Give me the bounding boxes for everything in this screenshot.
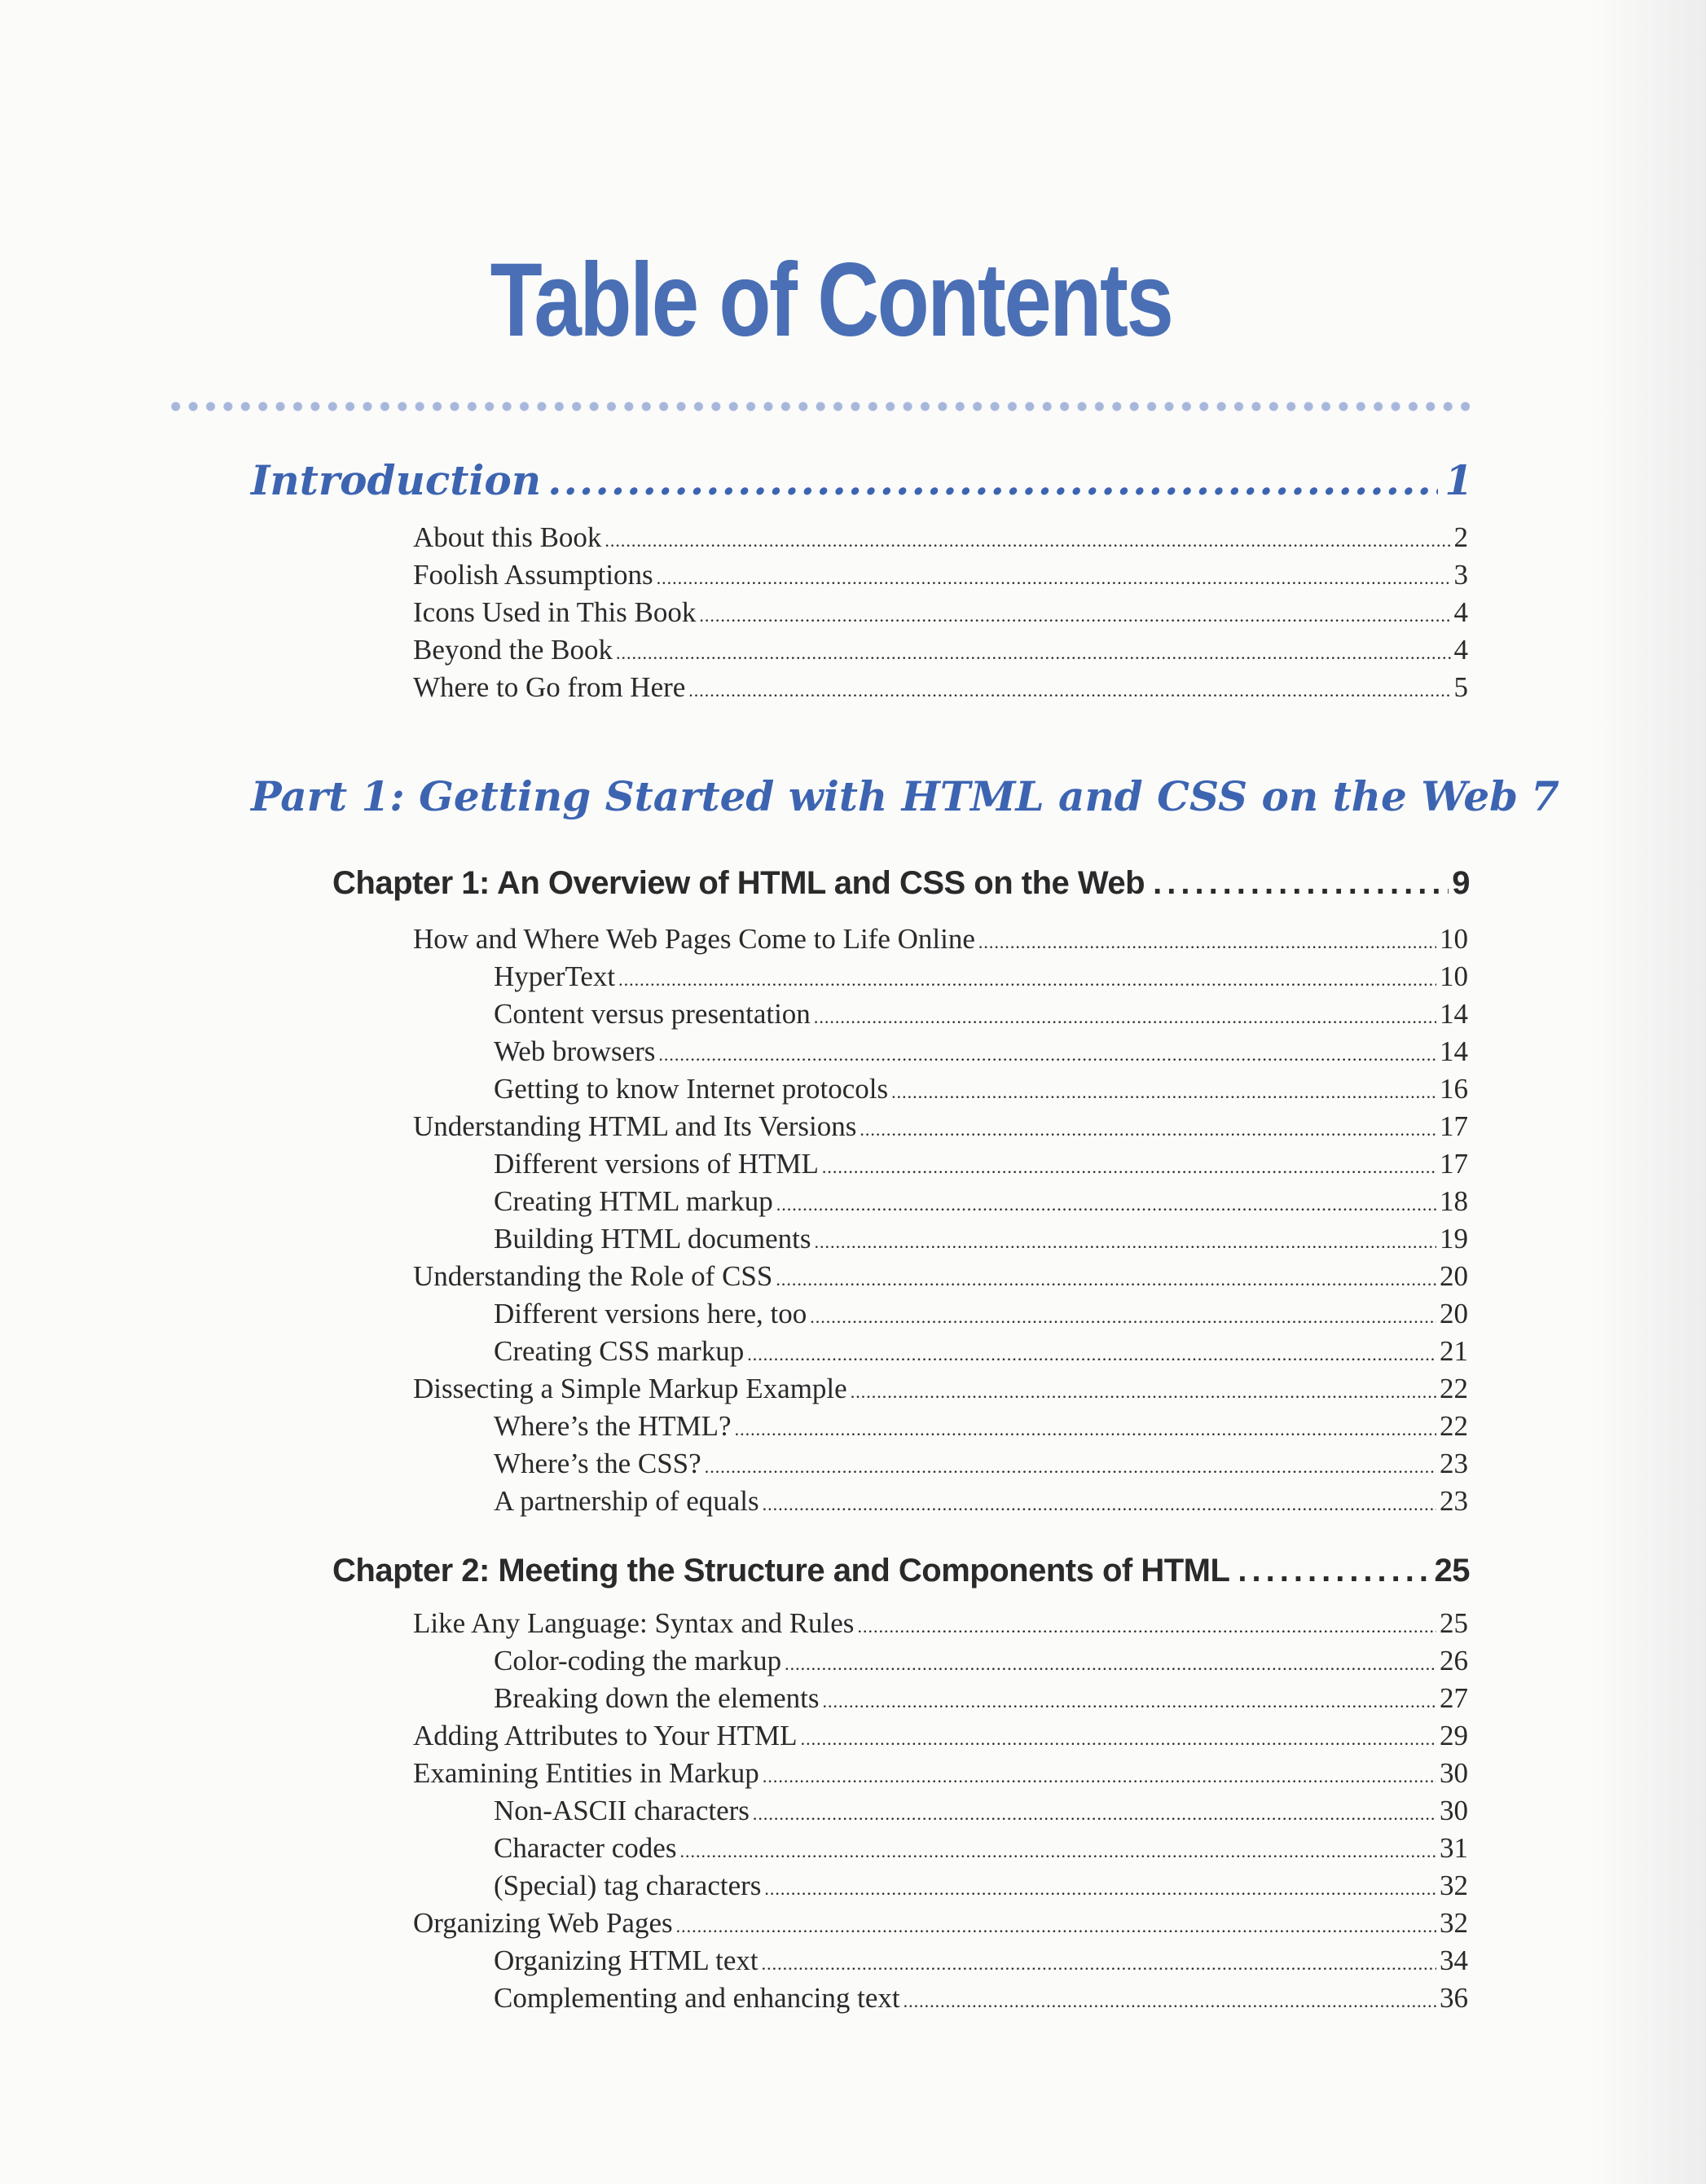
toc-page-number: 14 (1440, 1035, 1468, 1067)
toc-page-number: 34 (1440, 1945, 1468, 1976)
toc-label: Introduction (251, 456, 542, 504)
toc-label: Non-ASCII characters (494, 1795, 750, 1826)
toc-label: Like Any Language: Syntax and Rules (413, 1607, 855, 1639)
toc-leader (801, 1720, 1436, 1752)
toc-label: Color-coding the markup (494, 1645, 782, 1676)
toc-entry[interactable] (494, 1485, 1468, 1523)
toc-entry[interactable] (494, 1185, 1468, 1223)
toc-entry[interactable] (494, 1645, 1468, 1682)
toc-label: Where to Go from Here (413, 671, 686, 703)
toc-entry[interactable] (413, 1907, 1468, 1945)
toc-label: Part 1: Getting Started with HTML and CSS on the Web (251, 772, 1519, 820)
toc-leader (860, 1110, 1436, 1143)
toc-page-number: 23 (1440, 1448, 1468, 1479)
toc-entry[interactable] (494, 1832, 1468, 1870)
toc-label: Content versus presentation (494, 998, 811, 1030)
toc-leader (605, 521, 1450, 554)
toc-leader (618, 960, 1436, 993)
toc-page-number: 30 (1440, 1795, 1468, 1826)
toc-label: Creating CSS markup (494, 1335, 745, 1367)
toc-page-number: 4 (1453, 596, 1468, 628)
page-edge-shadow (1592, 0, 1706, 2184)
toc-entry[interactable] (413, 671, 1468, 709)
toc-label: Organizing HTML text (494, 1945, 758, 1976)
toc-page-number: 18 (1440, 1185, 1468, 1217)
toc-page-number: 23 (1440, 1485, 1468, 1517)
toc-entry[interactable] (413, 596, 1468, 634)
toc-page-number: 19 (1440, 1223, 1468, 1255)
toc-leader (699, 596, 1450, 629)
toc-leader (776, 1185, 1436, 1218)
toc-entry[interactable] (494, 1870, 1468, 1907)
toc-leader (815, 1223, 1436, 1255)
toc-page-number: 29 (1440, 1720, 1468, 1751)
toc-label: (Special) tag characters (494, 1870, 762, 1901)
toc-leader (851, 1373, 1436, 1405)
toc-page-number: 25 (1440, 1607, 1468, 1639)
toc-leader (785, 1645, 1436, 1677)
toc-leader (616, 634, 1451, 666)
toc-leader (547, 456, 1438, 504)
toc-leader (822, 1682, 1436, 1715)
toc-label: Dissecting a Simple Markup Example (413, 1373, 847, 1404)
toc-entry[interactable] (494, 1335, 1468, 1373)
toc-leader (891, 1073, 1436, 1105)
toc-entry[interactable] (413, 1260, 1468, 1298)
toc-page-number: 32 (1440, 1907, 1468, 1939)
toc-entry[interactable] (413, 559, 1468, 596)
toc-entry[interactable] (494, 1945, 1468, 1982)
toc-leader (810, 1298, 1436, 1330)
toc-label: About this Book (413, 521, 602, 553)
toc-entry[interactable] (494, 1148, 1468, 1185)
toc-page-number: 9 (1452, 865, 1470, 901)
toc-leader (904, 1982, 1436, 2015)
toc-entry[interactable] (413, 1720, 1468, 1757)
toc-entry[interactable] (413, 1110, 1468, 1148)
toc-part-1[interactable] (251, 772, 1559, 829)
toc-page-number: 7 (1531, 772, 1559, 820)
toc-label: Building HTML documents (494, 1223, 811, 1255)
toc-page-number: 27 (1440, 1682, 1468, 1714)
toc-page-number: 22 (1440, 1373, 1468, 1404)
toc-leader (763, 1757, 1436, 1790)
toc-label: Organizing Web Pages (413, 1907, 673, 1939)
toc-label: Beyond the Book (413, 634, 613, 666)
toc-label: Where’s the CSS? (494, 1448, 701, 1479)
toc-page-number: 21 (1440, 1335, 1468, 1367)
toc-entry[interactable] (413, 634, 1468, 671)
toc-page-number: 32 (1440, 1870, 1468, 1901)
toc-leader (735, 1410, 1436, 1443)
toc-leader (1238, 1553, 1431, 1589)
dotted-divider (167, 397, 1474, 416)
page-title: Table of Contents (490, 242, 1172, 358)
toc-entry[interactable] (494, 1795, 1468, 1832)
toc-label: Adding Attributes to Your HTML (413, 1720, 798, 1751)
toc-label: How and Where Web Pages Come to Life Online (413, 923, 975, 955)
toc-leader (679, 1832, 1436, 1865)
toc-leader (857, 1607, 1436, 1640)
toc-entry[interactable] (413, 923, 1468, 960)
toc-entry[interactable] (494, 1035, 1468, 1073)
toc-page-number: 20 (1440, 1298, 1468, 1329)
toc-entry[interactable] (494, 1448, 1468, 1485)
toc-leader (763, 1485, 1436, 1518)
toc-page-number: 4 (1453, 634, 1468, 666)
toc-label: Character codes (494, 1832, 677, 1864)
toc-page-number: 2 (1453, 521, 1468, 553)
toc-entry[interactable] (494, 1298, 1468, 1335)
toc-page-number: 14 (1440, 998, 1468, 1030)
toc-leader (753, 1795, 1436, 1827)
toc-leader (776, 1260, 1436, 1293)
toc-entry[interactable] (494, 1073, 1468, 1110)
toc-entry[interactable] (494, 1410, 1468, 1448)
toc-leader (676, 1907, 1436, 1940)
toc-entry[interactable] (413, 1607, 1468, 1645)
toc-leader (978, 923, 1436, 956)
toc-label: Web browsers (494, 1035, 656, 1067)
toc-label: Breaking down the elements (494, 1682, 820, 1714)
toc-page-number: 26 (1440, 1645, 1468, 1676)
toc-page-number: 1 (1444, 456, 1473, 504)
toc-entry[interactable] (494, 998, 1468, 1035)
toc-page-number: 22 (1440, 1410, 1468, 1442)
toc-label: Icons Used in This Book (413, 596, 697, 628)
toc-page-number: 30 (1440, 1757, 1468, 1789)
toc-page-number: 3 (1453, 559, 1468, 591)
toc-label: Understanding the Role of CSS (413, 1260, 773, 1292)
toc-leader (1153, 865, 1449, 902)
toc-label: Different versions of HTML (494, 1148, 819, 1180)
toc-page-number: 17 (1440, 1110, 1468, 1142)
toc-label: Different versions here, too (494, 1298, 807, 1329)
toc-entry[interactable] (413, 1373, 1468, 1410)
toc-leader (658, 1035, 1436, 1068)
toc-entry[interactable] (494, 1223, 1468, 1260)
toc-entry[interactable] (413, 1757, 1468, 1795)
toc-chapter-2[interactable] (332, 1553, 1470, 1598)
toc-label: Understanding HTML and Its Versions (413, 1110, 857, 1142)
toc-part-introduction[interactable] (251, 456, 1473, 513)
toc-label: Chapter 2: Meeting the Structure and Components of HTML (332, 1553, 1230, 1589)
toc-page-number: 36 (1440, 1982, 1468, 2014)
toc-leader (764, 1870, 1436, 1902)
toc-leader (747, 1335, 1436, 1368)
toc-page-number: 17 (1440, 1148, 1468, 1180)
toc-label: Getting to know Internet protocols (494, 1073, 889, 1105)
toc-leader (688, 671, 1450, 704)
toc-leader (814, 998, 1436, 1030)
toc-entry[interactable] (494, 960, 1468, 998)
toc-leader (762, 1945, 1436, 1977)
toc-label: Foolish Assumptions (413, 559, 653, 591)
toc-page-number: 25 (1434, 1553, 1470, 1589)
toc-entry[interactable] (494, 1982, 1468, 2019)
toc-page-number: 10 (1440, 960, 1468, 992)
toc-leader (705, 1448, 1436, 1480)
toc-entry[interactable] (413, 521, 1468, 559)
toc-label: Where’s the HTML? (494, 1410, 732, 1442)
toc-label: Examining Entities in Markup (413, 1757, 759, 1789)
toc-label: Complementing and enhancing text (494, 1982, 900, 2014)
toc-page-number: 16 (1440, 1073, 1468, 1105)
toc-leader (657, 559, 1451, 591)
toc-chapter-1[interactable] (332, 865, 1470, 911)
toc-leader (822, 1148, 1436, 1180)
toc-page-number: 10 (1440, 923, 1468, 955)
toc-page-number: 20 (1440, 1260, 1468, 1292)
toc-entry[interactable] (494, 1682, 1468, 1720)
toc-page-number: 31 (1440, 1832, 1468, 1864)
toc-page-number: 5 (1453, 671, 1468, 703)
toc-label: Chapter 1: An Overview of HTML and CSS on the Web (332, 865, 1145, 901)
toc-label: HyperText (494, 960, 616, 992)
toc-label: Creating HTML markup (494, 1185, 773, 1217)
toc-label: A partnership of equals (494, 1485, 759, 1517)
